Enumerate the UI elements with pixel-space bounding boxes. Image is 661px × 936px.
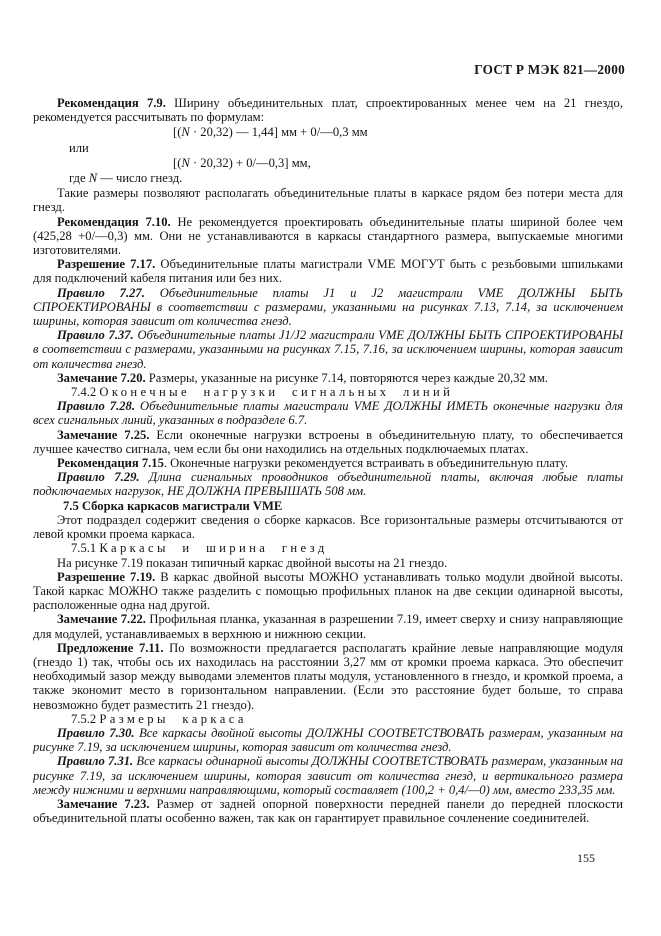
text-segment: . Оконечные нагрузки рекомендуется встраивать в объединительную плату. (163, 456, 569, 471)
paragraph-24-hspaced (33, 712, 623, 726)
text-segment: Все каркасы одинарной высоты ДОЛЖНЫ СООТВЕТСТВОВАТЬ размерам, указанным на рисунке 7.19, за исключением ширины, которая зависит от количества гнезд, и вертикального размера между нижними и верхними направляющими, который составляет (100,2 + 0,4/—0) мм, вместо 233,35 мм. (33, 754, 624, 797)
paragraph-8-body (33, 257, 623, 285)
paragraph-1-body (33, 96, 623, 124)
text-segment: 7.5.1 (71, 541, 100, 556)
text-segment: Правило 7.29. (57, 470, 140, 485)
paragraph-11-body (33, 371, 623, 385)
paragraph-19-hspaced (33, 541, 623, 555)
paragraph-15-body (33, 456, 623, 470)
text-segment: Размеры каркаса (99, 711, 247, 726)
text-segment: 7.4.2 (71, 385, 100, 400)
text-segment: Разрешение 7.19. (57, 569, 156, 584)
paragraph-14-body (33, 428, 623, 456)
paragraph-17-hbold (33, 499, 623, 513)
text-segment: или (69, 140, 89, 155)
text-segment: Правило 7.27. (57, 285, 145, 300)
text-segment: Рекомендация 7.10. (57, 214, 171, 229)
paragraph-9-body (33, 286, 623, 329)
text-segment: Правило 7.30. (57, 725, 135, 740)
document-body (33, 96, 623, 825)
paragraph-2-formula (33, 125, 623, 139)
standard-designation: ГОСТ Р МЭК 821—2000 (474, 62, 625, 77)
paragraph-23-body (33, 641, 623, 712)
paragraph-25-body (33, 726, 623, 754)
paragraph-5-sub (33, 171, 623, 185)
text-segment: Такие размеры позволяют располагать объединительные платы в каркасе рядом без потери места для гнезд. (33, 186, 623, 215)
text-segment: где (69, 171, 89, 186)
paragraph-16-body (33, 470, 623, 498)
text-segment: N (181, 125, 190, 140)
text-segment: Рекомендация 7.9. (57, 96, 166, 110)
paragraph-27-body (33, 797, 623, 825)
text-segment: 7.5 Сборка каркасов магистрали VME (63, 498, 283, 513)
text-segment: 7.5.2 (71, 711, 100, 726)
text-segment: Замечание 7.20. (57, 370, 146, 385)
text-segment: Замечание 7.25. (57, 427, 150, 442)
paragraph-20-body (33, 556, 623, 570)
text-segment: Если оконечные нагрузки встроены в объединительную плату, то обеспечивается лучшее качество сигнала, чем если бы они находились на отдельных подключаемых платах. (33, 427, 623, 456)
text-segment: Объединительные платы J1 и J2 магистрали VME ДОЛЖНЫ БЫТЬ СПРОЕКТИРОВАНЫ в соответствии с размерами, указанными на рисунках 7.13, 7.14, за исключением ширины, которая зависит от количества гнезд. (33, 285, 623, 329)
paragraph-21-body (33, 570, 623, 613)
text-segment: N (181, 155, 190, 170)
paragraph-10-body (33, 328, 623, 371)
text-segment: Все каркасы двойной высоты ДОЛЖНЫ СООТВЕТСТВОВАТЬ размерам, указанным на рисунке 7.19, за исключением ширины, которая зависит от количества гнезд. (33, 725, 623, 755)
text-segment: Рекомендация 7.15 (57, 456, 164, 471)
paragraph-3-sub (33, 141, 623, 155)
paragraph-18-body (33, 513, 623, 541)
text-segment: · 20,32) + 0/—0,3] мм, (189, 155, 311, 170)
text-segment: Оконечные нагрузки сигнальных линий (99, 385, 454, 400)
page-number: 155 (577, 851, 595, 865)
text-segment: Каркасы и ширина гнезд (99, 541, 328, 556)
paragraph-7-body (33, 215, 623, 258)
text-segment: Замечание 7.23. (57, 796, 150, 811)
paragraph-26-body (33, 754, 623, 797)
text-segment: Объединительные платы J1/J2 магистрали VME ДОЛЖНЫ БЫТЬ СПРОЕКТИРОВАНЫ в соответствии с размерами, указанными на рисунках 7.15, 7.16, за исключением ширины, которая зависит от количества гнезд. (33, 328, 623, 371)
text-segment: Правило 7.31. (57, 754, 134, 769)
text-segment: Размер от задней опорной поверхности передней панели до передней плоскости объединительной платы особенно важен, так как он гарантирует правильное сочленение соединителей. (33, 796, 623, 826)
text-segment: [( (173, 125, 182, 140)
text-segment: Длина сигнальных проводников объединительной платы, включая любые платы подключаемых нагрузок, НЕ ДОЛЖНА ПРЕВЫШАТЬ 508 мм. (33, 470, 623, 499)
text-segment: Не рекомендуется проектировать объединительные платы шириной более чем (425,28 +0/—0,3) мм. Они не устанавливаются в каркасы стандартного размера, выпускаемые многими изготовителями. (33, 214, 623, 258)
text-segment: Объединительные платы магистрали VME ДОЛЖНЫ ИМЕТЬ оконечные нагрузки для всех сигнальных линий, указанных в подразделе 6.7. (33, 399, 624, 428)
text-segment: Объединительные платы магистрали VME МОГУТ быть с резьбовыми шпильками для подключений кабеля питания или без них. (33, 257, 623, 286)
text-segment: Профильная планка, указанная в разрешении 7.19, имеет сверху и снизу направляющие для модулей, устанавливаемых в верхнюю и нижнюю секции. (33, 612, 623, 641)
text-segment: · 20,32) — 1,44] мм + 0/—0,3 мм (189, 125, 368, 140)
text-segment: [( (173, 155, 182, 170)
text-segment: Правило 7.37. (57, 328, 134, 343)
paragraph-4-formula (33, 156, 623, 170)
text-segment: В каркас двойной высоты МОЖНО устанавливать только модули двойной высоты. Такой каркас МОЖНО также разделить с помощью профильных планок на две секции одинарной высоты, расположенные одна над другой. (33, 569, 623, 613)
paragraph-22-body (33, 612, 623, 640)
text-segment: Этот подраздел содержит сведения о сборке каркасов. Все горизонтальные размеры отсчитываются от левой кромки проема каркаса. (33, 512, 623, 542)
page-header (474, 62, 625, 78)
text-segment: Разрешение 7.17. (57, 257, 156, 272)
paragraph-13-body (33, 399, 623, 427)
paragraph-12-hspaced (33, 385, 623, 399)
text-segment: — число гнезд. (97, 171, 183, 186)
text-segment: По возможности предлагается располагать крайние левые направляющие модуля (гнездо 1) так, чтобы ось их находилась на расстоянии 3,27 мм от кромки проема каркаса. Это обеспечит необходимый зазор между выводами элементов платы модуля, установленного в гнездо, и кромкой проема, а также экономит место в горизонтальном направлении. (Если это расстояние будет больше, то справа невозможно будет разместить 21 гнездо). (33, 640, 623, 712)
text-segment: Предложение 7.11. (57, 640, 164, 655)
text-segment: Ширину объединительных плат, спроектированных менее чем на 21 гнездо, рекомендуется рассчитывать по формулам: (33, 96, 623, 125)
text-segment: Размеры, указанные на рисунке 7.14, повторяются через каждые 20,32 мм. (145, 370, 549, 385)
text-segment: Замечание 7.22. (57, 612, 146, 627)
paragraph-6-body (33, 186, 623, 214)
text-segment: N (88, 171, 98, 186)
text-segment: Правило 7.28. (57, 399, 135, 414)
text-segment: На рисунке 7.19 показан типичный каркас двойной высоты на 21 гнездо. (57, 555, 448, 570)
